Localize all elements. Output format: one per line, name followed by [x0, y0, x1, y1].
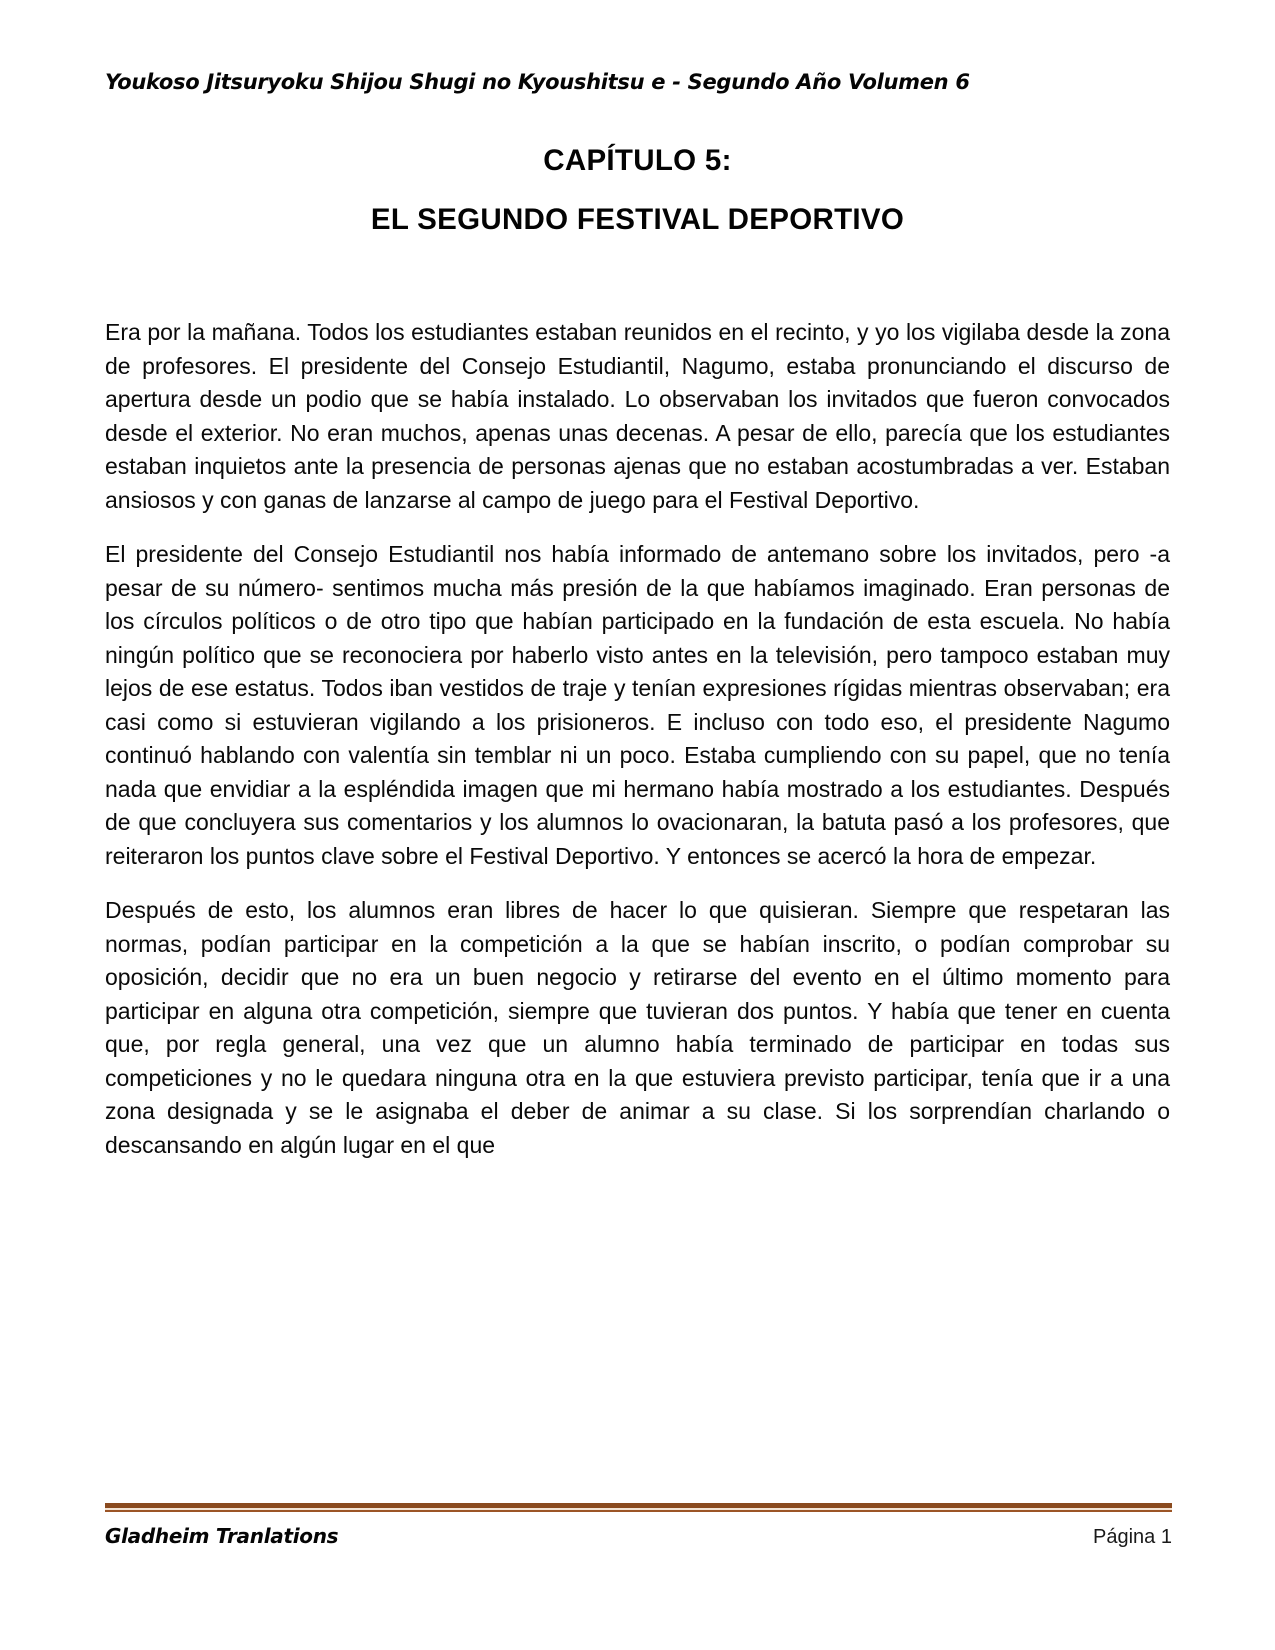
- paragraph: Después de esto, los alumnos eran libres de hacer lo que quisieran. Siempre que respetaran las normas, podían participar en la competición a la que se habían inscrito, o podían comprobar su oposición, decidir que no era un buen negocio y retirarse del evento en el último momento para participar en alguna otra competición, siempre que tuvieran dos puntos. Y había que tener en cuenta que, por regla general, una vez que un alumno había terminado de participar en todas sus competiciones y no le quedara ninguna otra en la que estuviera previsto participar, tenía que ir a una zona designada y se le asignaba el deber de animar a su clase. Si los sorprendían charlando o descansando en algún lugar en el que: [105, 897, 1170, 1158]
- paragraph: Era por la mañana. Todos los estudiantes estaban reunidos en el recinto, y yo los vigilaba desde la zona de profesores. El presidente del Consejo Estudiantil, Nagumo, estaba pronunciando el discurso de apertura desde un podio que se había instalado. Lo observaban los invitados que fueron convocados desde el exterior. No eran muchos, apenas unas decenas. A pesar de ello, parecía que los estudiantes estaban inquietos ante la presencia de personas ajenas que no estaban acostumbradas a ver. Estaban ansiosos y con ganas de lanzarse al campo de juego para el Festival Deportivo.: [105, 319, 1170, 513]
- chapter-number-title: CAPÍTULO 5:: [543, 144, 732, 177]
- paragraph: El presidente del Consejo Estudiantil nos había informado de antemano sobre los invitados, pero -a pesar de su número- sentimos mucha más presión de la que habíamos imaginado. Eran personas de los círculos políticos o de otro tipo que habían participado en la fundación de esta escuela. No había ningún político que se reconociera por haberlo visto antes en la televisión, pero tampoco estaban muy lejos de ese estatus. Todos iban vestidos de traje y tenían expresiones rígidas mientras observaban; era casi como si estuvieran vigilando a los prisioneros. E incluso con todo eso, el presidente Nagumo continuó hablando con valentía sin temblar ni un poco. Estaba cumpliendo con su papel, que no tenía nada que envidiar a la espléndida imagen que mi hermano había mostrado a los estudiantes. Después de que concluyera sus comentarios y los alumnos lo ovacionaran, la batuta pasó a los profesores, que reiteraron los puntos clave sobre el Festival Deportivo. Y entonces se acercó la hora de empezar.: [105, 541, 1170, 869]
- footer-row: [105, 1524, 1172, 1549]
- page-footer: [105, 1503, 1172, 1549]
- running-header: Youkoso Jitsuryoku Shijou Shugi no Kyoushitsu e - Segundo Año Volumen 6: [105, 70, 970, 94]
- body-text: [105, 316, 1170, 1162]
- page-number: Página 1: [1093, 1526, 1172, 1548]
- translator-credit: Gladheim Tranlations: [105, 1524, 339, 1548]
- chapter-name-title: EL SEGUNDO FESTIVAL DEPORTIVO: [370, 203, 905, 236]
- footer-rule-thin: [105, 1510, 1172, 1512]
- chapter-title-block: [105, 144, 1170, 237]
